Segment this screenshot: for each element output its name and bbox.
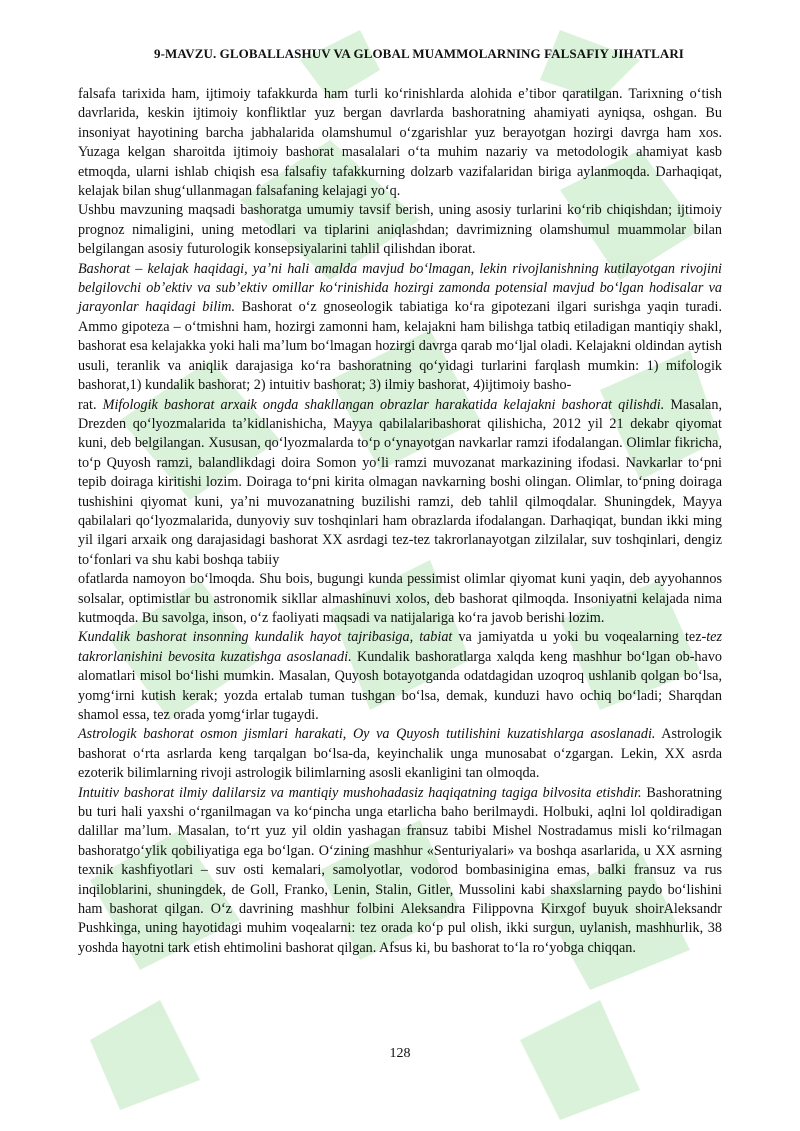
paragraph (78, 570, 722, 628)
text-segment: Bashorat oʻz gnoseologik tabiatiga koʻra gipotezani ilgari surishga yaqin turadi. Ammo gipoteza – oʻtmishni ham, hozirgi zamonni ham, kelajakni ham bilishga tatbiq etiladigan mantiqiy shakl, bashorat esa kelajakka yoki hali maʼlum boʻlmagan hozirgi davrga qarab moʻljal oladi. Kelajakni oldindan aytish usuli, teranlik va aniqlik darajasiga koʻra bashoratning qoʻyidagi turlarini farqlash mumkin: 1) mifologik bashorat,1) kundalik bashorat; 2) intuitiv bashorat; 3) ilmiy bashorat, 4)ijtimoiy basho- (78, 299, 722, 394)
text-segment: rat. (78, 396, 103, 413)
italic-text-segment: Kundalik bashorat insonning kundalik hayot tajribasiga, tabiat (78, 629, 453, 646)
page-number: 128 (389, 1046, 411, 1061)
paragraph (78, 201, 722, 259)
text-segment: falsafa tarixida ham, ijtimoiy tafakkurda ham turli koʻrinishlarda alohida eʼtibor qaratilgan. Tarixning oʻtish davrlarida, keskin ijtimoiy konfliktlar yuz bergan davrlarda bashoratning ahamiyati ayniqsa, oshgan. Bu insoniyat hayotining barcha jabhalarida olamshumul oʻzgarishlar yuz berayotgan hozirgi davrga ham xos. Yuzaga kelgan sharoitda ijtimoiy bashorat masalalari oʻta muhim nazariy va metodologik ahamiyat kasb etmoqda, ularni ishlab chiqish esa falsafiy tafakkurning dolzarb vazifalaridan biriga aylanmoqda. Darhaqiqat, kelajak bilan shugʻullanmagan falsafaning kelajagi yoʻq. (78, 86, 722, 200)
text-segment: va jamiyatda u yoki bu voqealarning tez- (452, 629, 707, 646)
text-segment: ofatlarda namoyon boʻlmoqda. Shu bois, bugungi kunda pessimist olimlar qiyomat kuni yaqin, deb ayyohannos solsalar, optimistlar bu astronomik sikllar almashinuvi xolos, deb bashorat qilmoqda. Insoniyatni kelajada nima kutmoqda. Bu savolga, inson, oʻz faoliyati maqsadi va natijalariga koʻra javob berishi lozim. (78, 571, 722, 626)
paragraph (78, 260, 722, 396)
italic-text-segment: Astrologik bashorat osmon jismlari harakati, Oy va Quyosh tutilishini kuzatishlarga asoslanadi. (78, 726, 656, 743)
paragraph (78, 725, 722, 783)
text-segment: Ushbu mavzuning maqsadi bashoratga umumiy tavsif berish, uning asosiy turlarini koʻrib chiqishdan; ijtimoiy prognoz nimaligini, uning metodlari va tiplarini aniqlashdan; davrimizning olamshumul muammolar bilan belgilangan asosiy futurologik konsepsiyalarini tahlil qilishdan iborat. (78, 202, 722, 258)
paragraph (78, 628, 722, 725)
paragraph (78, 85, 722, 201)
text-segment: Kundalik bashoratlarga xalqda keng mashhur boʻlgan ob-havo alomatlari misol boʻlishi mumkin. Masalan, Quyosh botayotganda odatdagidan uzoqroq ushlanib qolgan boʻlsa, yomgʻirni kutish kerak; yozda ertalab tuman tushgan boʻlsa, demak, kunduzi havo ochiq boʻladi; Sharqdan shamol essa, tez orada yomgʻirlar tugaydi. (78, 648, 723, 723)
page-header: 9-MAVZU. GLOBALLASHUV VA GLOBAL MUAMMOLARNING FALSAFIY JIHATLARI (154, 46, 684, 61)
text-segment: Astrologik bashorat oʻrta asrlarda keng tarqalgan boʻlsa-da, keyinchalik unga munosabat oʻzgargan. Lekin, XX asrda ezoterik bilimlarning rivoji astrologik bilimlarning asosli ekanligini tan olmoqda. (78, 726, 722, 782)
italic-text-segment: Bashorat – kelajak haqidagi, yaʼni hali amalda mavjud boʻlmagan, lekin rivojlanishning kutilayotgan rivojini belgilovchi obʼektiv va subʼektiv omillar koʻrinishida hozirgi zamonda potensial mavjud boʻlgan hodisalar va jarayonlar haqidagi bilim. (78, 260, 722, 316)
paragraph (78, 396, 722, 571)
paragraph (78, 784, 722, 959)
italic-text-segment: tez takrorlanishini bevosita kuzatishga asoslanadi. (78, 629, 722, 665)
italic-text-segment: Intuitiv bashorat ilmiy dalilarsiz va mantiqiy mushohadasiz haqiqatning tagiga bilvosita etishdir. (78, 784, 642, 801)
italic-text-segment: Mifologik bashorat arxaik ongda shakllangan obrazlar harakatida kelajakni bashorat qilishdi. (102, 396, 665, 413)
text-segment: Masalan, Drezden qoʻlyozmalarida taʼkidlanishicha, Mayya qabilalaribashorat qilishicha, 2012 yil 21 dekabr qiyomat kuni, deb belgilangan. Xususan, qoʻlyozmalarda toʻp oʻynayotgan navkarlar ramzi ifodalangan. Olimlar fikricha, toʻp Quyosh ramzi, balandlikdagi doira Somon yoʻli ramzi muvozanat markazining ifodasi. Navkarlar toʻpni tepib doiraga kiritishi lozim. Doiraga toʻpni kirita olmagan navkarning boshi olingan. Olimlar, toʻpning doiraga tushishini qiyomat kuni, yaʼni muvozanatning buzilishi ramzi, deb tahlil qilmoqdalar. Shuningdek, Mayya qabilalari qoʻlyozmalarida, dunyoviy suv toshqinlari ham obrazlarda ifodalangan. Darhaqiqat, bundan ikki ming yil ilgari arxaik ong darajasidagi bashorat XX asrdagi tez-tez takrorlanayotgan zilzilalar, suv toshqinlari, dengiz toʻfonlari va shu kabi boshqa tabiiy (78, 396, 722, 568)
text-segment: Bashoratning bu turi hali yaxshi oʻrganilmagan va koʻpincha unga etarlicha baho berilmaydi. Holbuki, aqlni lol qoldiradigan dalillar maʼlum. Masalan, toʻrt yuz yil oldin yashagan fransuz tabibi Mishel Nostradamus misli koʻrilmagan bashoratgoʻylik qobiliyatiga ega boʻlgan. Oʻzining mashhur «Senturiyalari» va boshqa asarlarida, u XX asrning texnik kashfiyotlari – suv osti kemalari, samolyotlar, vodorod bombasinigina emas, balki fransuz va rus inqiloblarini, shuningdek, de Goll, Franko, Lenin, Stalin, Gitler, Mussolini kabi shaxslarning paydo boʻlishini ham bashorat qilgan. Oʻz davrining mashhur folbini Aleksandra Filippovna Kirxgof buyuk shoirAleksandr Pushkinga, uning hayotidagi muhim voqealarni: tez orada koʻp pul olish, ikki surgun, uylanish, mashhurlik, 38 yoshda hayotni tark etish ehtimolini bashorat qilgan. Afsus ki, bu bashorat toʻla roʻyobga chiqqan. (78, 784, 723, 956)
body-text (78, 85, 722, 958)
